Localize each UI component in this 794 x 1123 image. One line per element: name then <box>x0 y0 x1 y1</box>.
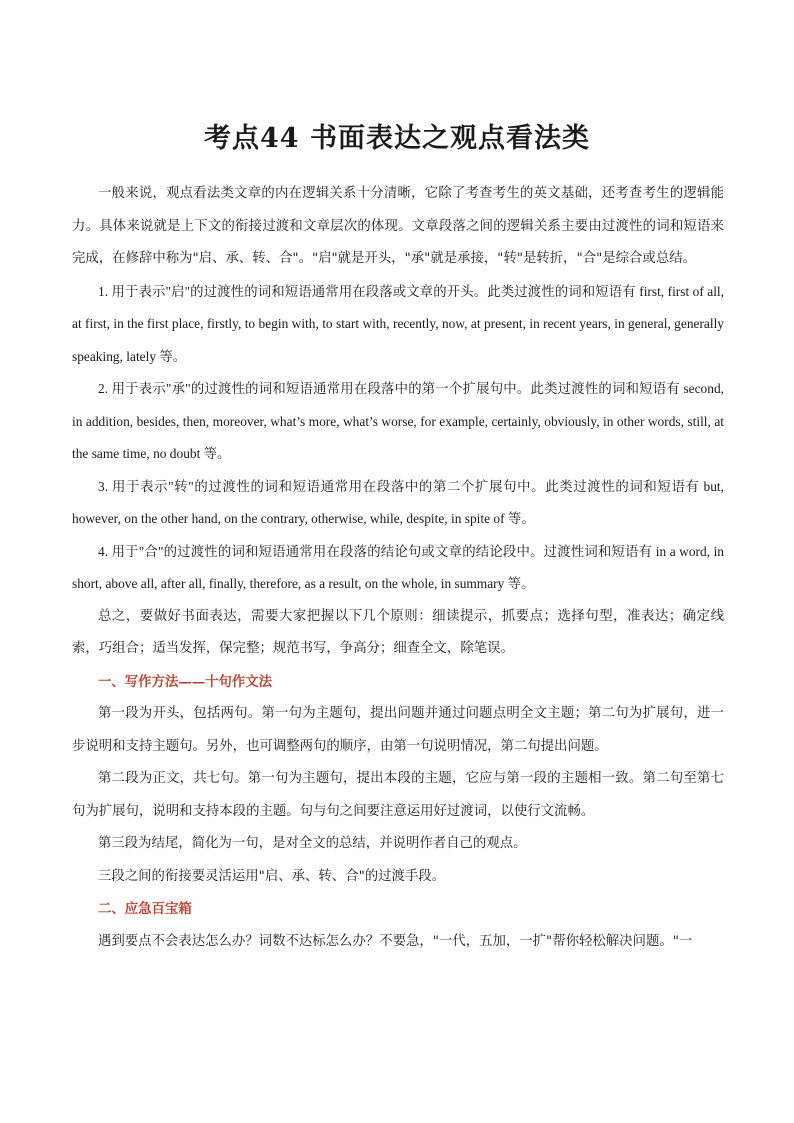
list-item: 3. 用于表示"转"的过渡性的词和短语通常用在段落中的第二个扩展句中。此类过渡性的词和短语有 but, however, on the other hand, on the contrary, otherwise, while, despite, in spite of 等。 <box>72 478 724 526</box>
summary-paragraph: 总之，要做好书面表达，需要大家把握以下几个原则：细读提示，抓要点；选择句型，准表达；确定线索，巧组合；适当发挥，保完整；规范书写，争高分；细查全文，除笔误。 <box>72 608 724 656</box>
section-heading-writing-method: 一、写作方法——十句作文法 <box>98 673 273 690</box>
intro-paragraph: 一般来说，观点看法类文章的内在逻辑关系十分清晰，它除了考查考生的英文基础，还考查考生的逻辑能力。具体来说就是上下文的衔接过渡和文章层次的体现。文章段落之间的逻辑关系主要由过渡性的词和短语来完成，在修辞中称为"启、承、转、合"。"启"就是开头，"承"就是承接，"转"是转折，"合"是综合或总结。 <box>72 186 724 266</box>
section-paragraph: 三段之间的衔接要灵活运用"启、承、转、合"的过渡手段。 <box>98 868 446 884</box>
list-item: 2. 用于表示"承"的过渡性的词和短语通常用在段落中的第一个扩展句中。此类过渡性的词和短语有 second, in addition, besides, then, moreover, what’s more, what’s worse, for example, certainly, obviously, in other words, still, at the same time, no doubt 等。 <box>72 381 724 461</box>
document-body <box>72 178 724 958</box>
list-item: 1. 用于表示"启"的过渡性的词和短语通常用在段落或文章的开头。此类过渡性的词和短语有 first, first of all, at first, in the first place, firstly, to begin with, to start with, recently, now, at present, in recent years, in general, generally speaking, lately 等。 <box>72 283 724 364</box>
section-paragraph: 第一段为开头，包括两句。第一句为主题句，提出问题并通过问题点明全文主题；第二句为扩展句，进一步说明和支持主题句。另外，也可调整两句的顺序，由第一句说明情况，第二句提出问题。 <box>72 706 724 754</box>
section-paragraph: 遇到要点不会表达怎么办？词数不达标怎么办？不要急，"一代，五加，一扩"帮你轻松解决问题。"一 <box>98 933 693 949</box>
page-title: 考点44 书面表达之观点看法类 <box>204 123 590 154</box>
section-paragraph: 第二段为正文，共七句。第一句为主题句，提出本段的主题，它应与第一段的主题相一致。第二句至第七句为扩展句，说明和支持本段的主题。句与句之间要注意运用好过渡词，以使行文流畅。 <box>72 771 724 819</box>
list-item: 4. 用于"合"的过渡性的词和短语通常用在段落的结论句或文章的结论段中。过渡性词和短语有 in a word, in short, above all, after all, finally, therefore, as a result, on the whole, in summary 等。 <box>72 543 724 591</box>
section-heading-emergency-toolbox: 二、应急百宝箱 <box>98 901 192 917</box>
section-paragraph: 第三段为结尾，简化为一句，是对全文的总结，并说明作者自己的观点。 <box>98 836 527 851</box>
